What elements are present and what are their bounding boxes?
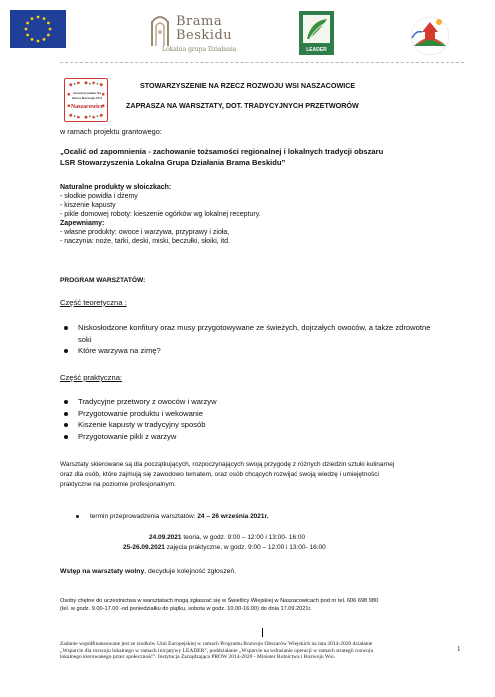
provide-item: - naczynia: noże, tarki, deski, miski, beczułki, słoiki, itd. [60, 238, 231, 245]
invitation-heading: ZAPRASZA NA WARSZTATY, DOT. TRADYCYJNYCH PRZETWORÓW [126, 101, 359, 110]
eu-star-icon [43, 17, 46, 20]
eu-star-icon [31, 17, 34, 20]
association-logo-name: Naszacowice [70, 104, 104, 110]
leader-logo [299, 11, 334, 55]
list-item [64, 396, 438, 408]
eu-star-icon [26, 22, 29, 25]
bullet-icon [64, 400, 68, 404]
eu-star-icon [47, 34, 50, 37]
practice-item: Przygotowanie produktu i wekowanie [78, 408, 203, 418]
audience-line: Warsztaty skierowane są dla początkujących, rozpoczynających swoją przygodę z różnych dziedzin sztuki kulinarnej [60, 461, 395, 468]
list-item [64, 322, 438, 345]
logo-bar [0, 6, 495, 62]
brama-logo-line2: Beskidu [176, 28, 233, 43]
audience-line: oraz dla osób, które zajmują się zawodowo tematem, oraz osób chcących rozwijać swoją wiedzę i umiejętności [60, 471, 380, 478]
eu-star-icon [49, 28, 52, 31]
day1-text: teoria, w godz. 9:00 – 12:00 i 13:00- 16:00 [183, 534, 306, 541]
bullet-icon [64, 412, 68, 416]
practice-list [64, 396, 438, 442]
theory-heading: Część teoretyczna : [60, 298, 127, 307]
contact-line: Osoby chętne do uczestnictwa w warsztatach mogą zgłaszać się w Świetlicy Wiejskiej w Naszacowicach pod nr tel. 606 698 980 [60, 598, 379, 604]
bullet-icon [64, 435, 68, 439]
bullet-icon [76, 515, 79, 518]
brama-logo-line1: Brama [176, 14, 223, 29]
association-logo [64, 78, 108, 122]
organization-heading: STOWARZYSZENIE NA RZECZ ROZWOJU WSI NASZACOWICE [140, 81, 356, 90]
bullet-icon [64, 423, 68, 427]
eu-star-icon [37, 16, 40, 19]
products-item: - słodkie powidła i dżemy [60, 193, 138, 200]
association-logo-text: Stowarzyszenie Na Rzecz Rozwoju Wsi [72, 91, 102, 100]
products-item: - pikle domowej roboty: kieszenie ogórków wg lokalnej receptury. [60, 211, 261, 218]
day1-line [149, 533, 305, 542]
term-line [78, 512, 269, 521]
provide-item: - własne produkty: owoce i warzywa, przyprawy i zioła, [60, 229, 230, 236]
program-heading: PROGRAM WARSZTATÓW: [60, 277, 146, 284]
footer-line: „Wsparcie dla rozwoju lokalnego w ramach inicjatywy LEADER”, poddziałanie „Wsparcie na wdrażanie operacji w ramach strategii rozwoju [60, 647, 374, 654]
eu-flag-icon [10, 10, 66, 48]
list-item [64, 419, 438, 431]
prow-logo [408, 10, 480, 62]
day2-text: zajęcia praktyczne, w godz. 9:00 – 12:00 i 13:00- 16:00 [166, 544, 326, 551]
brama-logo-tagline: Lokalna grupa Działania [162, 46, 237, 53]
practice-heading: Część praktyczna: [60, 373, 123, 382]
bullet-icon [64, 326, 68, 330]
project-title-line2: LSR Stowarzyszenia Lokalna Grupa Działania Brama Beskidu” [60, 158, 286, 167]
audience-line: praktyczne na poziomie profesjonalnym. [60, 481, 176, 488]
project-title-line1: „Ocalić od zapomnienia - zachowanie tożsamości regionalnej i lokalnych tradycji obszaru [60, 147, 384, 156]
brama-beskidu-logo [150, 10, 240, 58]
project-intro: w ramach projektu grantowego: [60, 127, 162, 136]
day2-line [123, 543, 326, 552]
entry-rest: , decyduje kolejność zgłoszeń. [144, 568, 237, 575]
contact-line: (tel. w godz. 9.00-17.00 -od poniedziałku do piątku, sobota w godz. 10.00-16.00) do dnia 17.09.2021r. [60, 606, 312, 612]
footer-line: lokalnego kierowanego przez społeczność”. Instytucja Zarządzająca PROW 2014-2020 - Minister Rolnictwa i Rozwoju Wsi. [60, 654, 336, 660]
eu-star-icon [31, 38, 34, 41]
products-heading: Naturalne produkty w słoiczkach: [60, 184, 172, 191]
day1-date: 24.09.2021 [149, 534, 182, 541]
practice-item: Przygotowanie pikli z warzyw [78, 431, 177, 441]
list-item [64, 408, 438, 420]
eu-star-icon [37, 40, 40, 43]
term-value: 24 – 26 września 2021r. [197, 513, 269, 520]
entry-line [60, 567, 236, 576]
eu-star-icon [26, 34, 29, 37]
theory-item: Niskosłodzone konfitury oraz musy przygotowywane ze świeżych, dojrzałych owoców, a także zdrowotne soki [78, 323, 431, 344]
footer-note [60, 641, 452, 661]
list-item [64, 431, 438, 443]
eu-star-icon [43, 38, 46, 41]
practice-item: Tradycyjne przetwory z owoców i warzyw [78, 397, 217, 406]
page-number: 1 [457, 645, 461, 653]
bullet-icon [64, 349, 68, 353]
eu-star-icon [47, 22, 50, 25]
products-item: - kiszenie kapusty [60, 202, 116, 209]
provide-heading: Zapewniamy: [60, 220, 105, 227]
term-label: termin przeprowadzenia warsztatów: [90, 513, 196, 520]
day2-date: 25-26.09.2021 [123, 544, 165, 551]
theory-item: Które warzywa na zimę? [78, 346, 161, 355]
list-item [64, 345, 438, 357]
entry-bold: Wstęp na warsztaty wolny [60, 568, 145, 575]
practice-item: Kiszenie kapusty w tradycyjny sposób [78, 420, 206, 429]
footer-line: Zadanie współfinansowane jest ze środków Unii Europejskiej w ramach Programu Rozwoju Obszarów Wiejskich na lata 2014-2020 działanie [60, 641, 373, 647]
svg-text:LEADER: LEADER [306, 47, 327, 53]
theory-list [64, 322, 438, 357]
eu-star-icon [25, 28, 28, 31]
header-divider [60, 62, 464, 63]
text-cursor [262, 628, 263, 637]
